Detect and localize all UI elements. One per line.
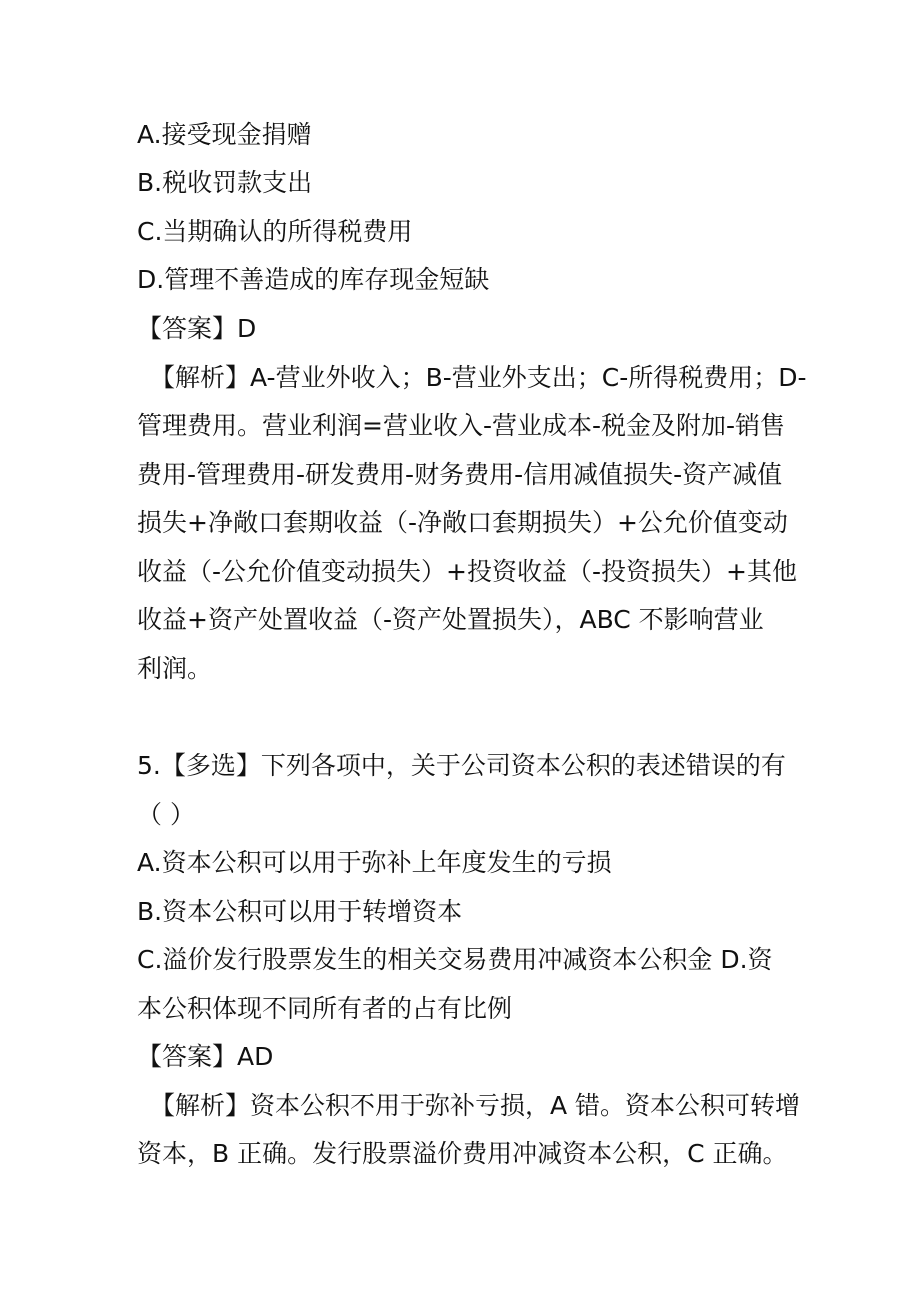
q4-option-c: C.当期确认的所得税费用 <box>137 217 413 246</box>
q4-analysis-line: 损失+净敞口套期收益（-净敞口套期损失）+公允价值变动 <box>137 508 788 537</box>
q4-analysis-line: 【解析】A-营业外收入；B-营业外支出；C-所得税费用；D- <box>150 363 807 392</box>
q4-option-a: A.接受现金捐赠 <box>137 120 312 149</box>
q5-answer: 【答案】AD <box>137 1042 274 1071</box>
q4-answer: 【答案】D <box>137 314 257 343</box>
q4-analysis-line: 管理费用。营业利润=营业收入-营业成本-税金及附加-销售 <box>137 411 786 440</box>
q4-analysis-line: 收益（-公允价值变动损失）+投资收益（-投资损失）+其他 <box>137 557 797 586</box>
q5-stem: 5.【多选】下列各项中，关于公司资本公积的表述错误的有 <box>137 751 786 780</box>
q4-option-d: D.管理不善造成的库存现金短缺 <box>137 265 490 294</box>
q5-analysis-line: 资本，B 正确。发行股票溢价费用冲减资本公积，C 正确。 <box>137 1139 788 1168</box>
q5-option-c: C.溢价发行股票发生的相关交易费用冲减资本公积金 D.资 <box>137 945 773 974</box>
q5-option-a: A.资本公积可以用于弥补上年度发生的亏损 <box>137 848 612 877</box>
q4-analysis-line: 费用-管理费用-研发费用-财务费用-信用减值损失-资产减值 <box>137 460 783 489</box>
q4-analysis-line: 利润。 <box>137 654 213 683</box>
q4-option-b: B.税收罚款支出 <box>137 168 313 197</box>
q4-analysis-line: 收益+资产处置收益（-资产处置损失），ABC 不影响营业 <box>137 605 764 634</box>
q5-option-d-continued: 本公积体现不同所有者的占有比例 <box>137 994 513 1023</box>
q5-option-b: B.资本公积可以用于转增资本 <box>137 897 463 926</box>
q5-stem-blank: （ ） <box>137 800 195 829</box>
q5-analysis-line: 【解析】资本公积不用于弥补亏损，A 错。资本公积可转增 <box>150 1091 801 1120</box>
